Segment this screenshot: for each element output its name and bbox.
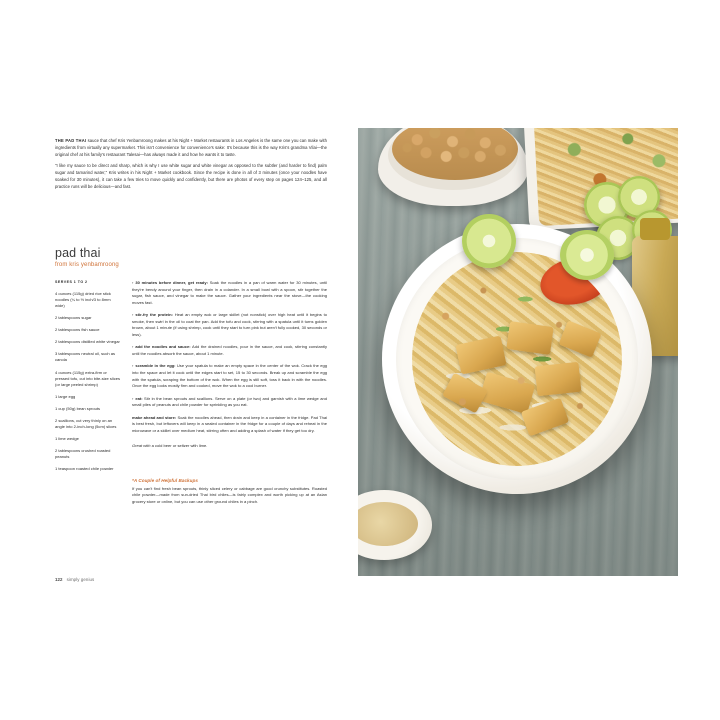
ingredient-item: 1 teaspoon roasted chile powder bbox=[55, 466, 114, 472]
ingredient-item: 2 tablespoons sugar bbox=[55, 315, 92, 321]
step-bullet: › bbox=[132, 280, 134, 285]
method-step bbox=[132, 396, 327, 409]
step-bullet: › bbox=[132, 344, 134, 350]
method-step bbox=[132, 280, 327, 306]
recipe-columns bbox=[55, 280, 327, 505]
backup-note-body: If you can't find fresh bean sprouts, thinly sliced celery or cabbage are good crunchy substitutes. Roasted chile powder—made from sun-dried Thai bird chiles—is fairly complex and worth picking up at an Asian grocery store or online, but you can use other ground chiles in a pinch. bbox=[132, 485, 327, 504]
step-text: Add the drained noodles, pour in the sauce, and cook, stirring constantly until the noodles absorb the sauce, about 1 minute. bbox=[132, 344, 328, 356]
step-lead: make ahead and store: bbox=[132, 414, 177, 420]
book-title: simply genius bbox=[66, 577, 95, 582]
ingredient-item: 3 tablespoons neutral oil, such as canola bbox=[55, 351, 116, 363]
ingredient-item: 4 ounces (115g) extra-firm or pressed tofu, cut into bite-size slices (or large peeled shrimp) bbox=[55, 369, 121, 387]
step-lead: stir-fry the protein: bbox=[135, 312, 173, 318]
ingredients-column bbox=[55, 280, 121, 505]
step-lead: add the noodles and sauce: bbox=[135, 344, 191, 350]
serving-suggestion-lead: Great with bbox=[132, 443, 151, 449]
serves-label: SERVES 1 TO 2 bbox=[55, 280, 88, 284]
page-number: 122 bbox=[55, 577, 63, 582]
backup-note-title: *A Couple of Helpful Backups bbox=[132, 477, 198, 483]
peanut-dish bbox=[378, 128, 528, 206]
step-text: Soak the noodles ahead, then drain and keep in a container in the fridge. Pad Thai is best fresh, but leftovers will keep in a sealed container in the fridge for a couple of days and reheat in the microwave or a skillet over medium heat, stirring often and adding a splash of water if they get too dry. bbox=[132, 414, 327, 433]
lime-wedge-on-plate bbox=[560, 230, 614, 280]
serving-suggestion bbox=[132, 443, 327, 449]
step-bullet: › bbox=[132, 312, 134, 318]
bottle-cap bbox=[640, 218, 670, 240]
backup-note bbox=[132, 478, 327, 505]
method-step bbox=[132, 415, 327, 435]
folio bbox=[55, 577, 94, 582]
recipe-photo bbox=[358, 128, 678, 576]
left-text-page bbox=[42, 128, 337, 588]
method-column bbox=[132, 280, 327, 505]
ingredient-item: 2 scallions, cut very thinly on an angle into 2-inch-long (5cm) slices bbox=[55, 417, 117, 429]
step-text: Stir in the bean sprouts and scallions. Serve on a plate (or two) and garnish with a lime wedge and small piles of peanuts and chile powder for sprinkling as you eat. bbox=[132, 395, 327, 408]
headnote-paragraph-1-text: sauce that chef Kris Yenbamroong makes at his Night + Market restaurants in Los Angeles is the same one you can make with ingredients from virtually any supermarket. This isn't convenience for convenience's sake: It's because this is the way Kris's grandma Vilai—the original chef at his family's restaurant Talesai—has always made it and how he wants it to taste. bbox=[55, 138, 327, 157]
step-bullet: › bbox=[132, 395, 134, 401]
ingredient-item: 4 ounces (115g) dried rice stick noodles (¼ to ½ inch/3 to 8mm wide) bbox=[55, 291, 111, 309]
step-lead: scramble in the egg: bbox=[135, 363, 176, 369]
main-plate bbox=[382, 224, 652, 494]
lime-half bbox=[462, 214, 516, 268]
serving-suggestion-text: a cold beer or seltzer with lime. bbox=[150, 443, 208, 449]
page-title: pad thai bbox=[55, 246, 101, 260]
ingredient-item: 1 lime wedge bbox=[55, 435, 79, 441]
step-lead: 30 minutes before dinner, get ready: bbox=[135, 280, 208, 285]
ingredient-item: 1 large egg bbox=[55, 393, 76, 399]
step-lead: eat: bbox=[135, 395, 143, 401]
small-bowl-contents bbox=[358, 502, 418, 546]
headnote-paragraph-2: "I like my sauce to be direct and sharp, which is why I use white sugar and white vinegar as opposed to the subtler (and harder to find) palm sugar and tamarind water," Kris writes in his Night + Market cookbook. Since the recipe is done in all of 3 minutes (once your noodles have soaked for 30 minutes), it can take a few tries to move quickly and confidently, but there are photos of every step on pages 124–125, and all practice runs will be delicious—and fast. bbox=[55, 163, 327, 189]
ingredient-item: 2 tablespoons crushed roasted peanuts bbox=[55, 448, 111, 460]
step-text: Soak the noodles in a pan of warm water for 30 minutes, until they're bendy around your finger, then drain in a colander. In a small bowl with a spoon, stir together the sugar, fish sauce, and vinegar to make the sauce. Gather your ingredients near the stove—the cooking moves fast. bbox=[132, 280, 327, 305]
step-bullet: › bbox=[132, 363, 134, 369]
method-step bbox=[132, 312, 327, 338]
step-text: Heat an empty wok or large skillet (not nonstick) over high heat until it begins to smoke, then swirl in the oil to coat the pan. Add the tofu and cook, stirring with a spatula until it turns golden brown, about 1 minute (if using shrimp, cook until they start to turn pink but aren't fully cooked, 30 seconds or less). bbox=[132, 312, 328, 337]
ingredient-item: 1 cup (50g) bean sprouts bbox=[55, 405, 100, 411]
ingredient-item: 2 tablespoons fish sauce bbox=[55, 327, 100, 333]
ingredient-item: 2 tablespoons distilled white vinegar bbox=[55, 339, 120, 345]
method-step bbox=[132, 344, 327, 357]
headnote bbox=[55, 138, 327, 196]
method-step bbox=[132, 363, 327, 389]
pad-thai-serving bbox=[412, 252, 622, 466]
step-text: Use your spatula to make an empty space in the center of the wok. Crack the egg into the space and let it cook until the edges start to set, 15 to 30 seconds. Break up and scramble the egg with the spatula, scraping the bottom of the wok. When the egg is still soft, toss it back in with the noodles. Once the egg looks mostly firm and cooked, move the wok to a cool burner. bbox=[132, 363, 327, 389]
headnote-paragraph-1 bbox=[55, 138, 327, 158]
recipe-byline: from kris yenbamroong bbox=[55, 262, 119, 268]
headnote-lead-label: THE PAD THAI bbox=[55, 138, 87, 143]
